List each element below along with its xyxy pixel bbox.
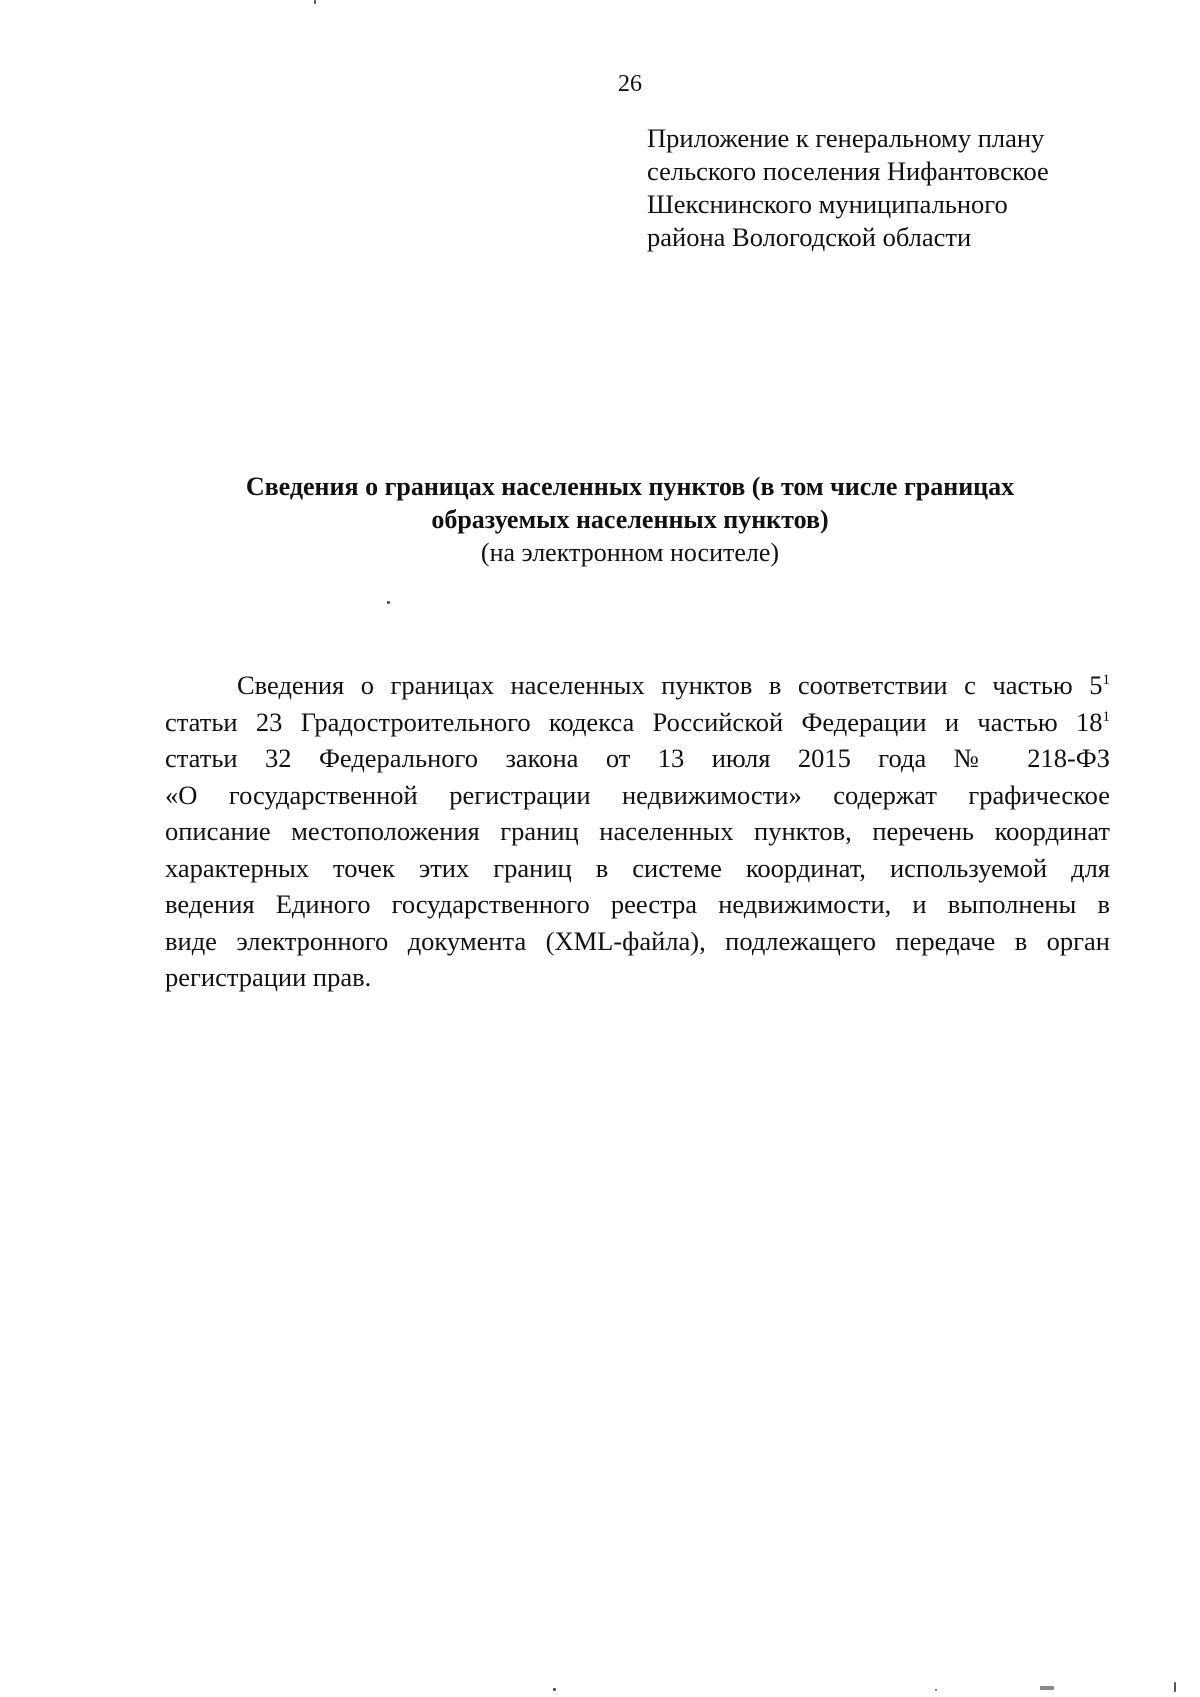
heading-subtitle: (на электронном носителе) (480, 538, 780, 567)
paragraph-line: виде электронного документа (XML-файла), подлежащего передаче в орган (165, 925, 1110, 956)
scan-speck (387, 601, 390, 604)
superscript: 1 (1102, 672, 1110, 689)
paragraph-text: статьи 23 Градостроительного кодекса Российской Федерации и частью 18 (165, 706, 1103, 737)
scan-speck (1040, 1686, 1054, 1690)
heading-title-line-1: Сведения о границах населенных пунктов (в том числе границах (245, 472, 1015, 501)
paragraph-text: Сведения о границах населенных пунктов в соответствии с частью 5 (237, 670, 1103, 700)
appendix-line: района Вологодской области (647, 222, 972, 252)
appendix-line: сельского поселения Нифантовское (647, 156, 1049, 186)
scan-speck (553, 1688, 556, 1691)
appendix-line: Приложение к генеральному плану (647, 123, 1045, 153)
scan-speck (1174, 1682, 1176, 1692)
paragraph-line: регистрации прав. (165, 962, 372, 992)
scan-speck (935, 1689, 937, 1691)
paragraph-line: описание местоположения границ населенных пунктов, перечень координат (165, 816, 1110, 846)
paragraph-line (165, 667, 1110, 704)
body-paragraph (165, 667, 1110, 996)
document-heading (150, 470, 1110, 569)
paragraph-line: характерных точек этих границ в системе координат, используемой для (165, 852, 1110, 883)
appendix-line: Шекснинского муниципального (647, 189, 1008, 219)
paragraph-line: «О государственной регистрации недвижимости» содержат графическое (165, 779, 1110, 810)
appendix-block (647, 122, 1167, 254)
scan-speck (314, 0, 316, 4)
superscript: 1 (1102, 708, 1110, 725)
paragraph-line: статьи 32 Федерального закона от 13 июля 2015 года № 218-ФЗ (165, 743, 1110, 773)
paragraph-line: ведения Единого государственного реестра недвижимости, и выполнены в (165, 889, 1110, 919)
paragraph-line (165, 704, 1110, 741)
page-number: 26 (618, 71, 642, 97)
heading-title-line-2: образуемых населенных пунктов) (431, 505, 829, 534)
